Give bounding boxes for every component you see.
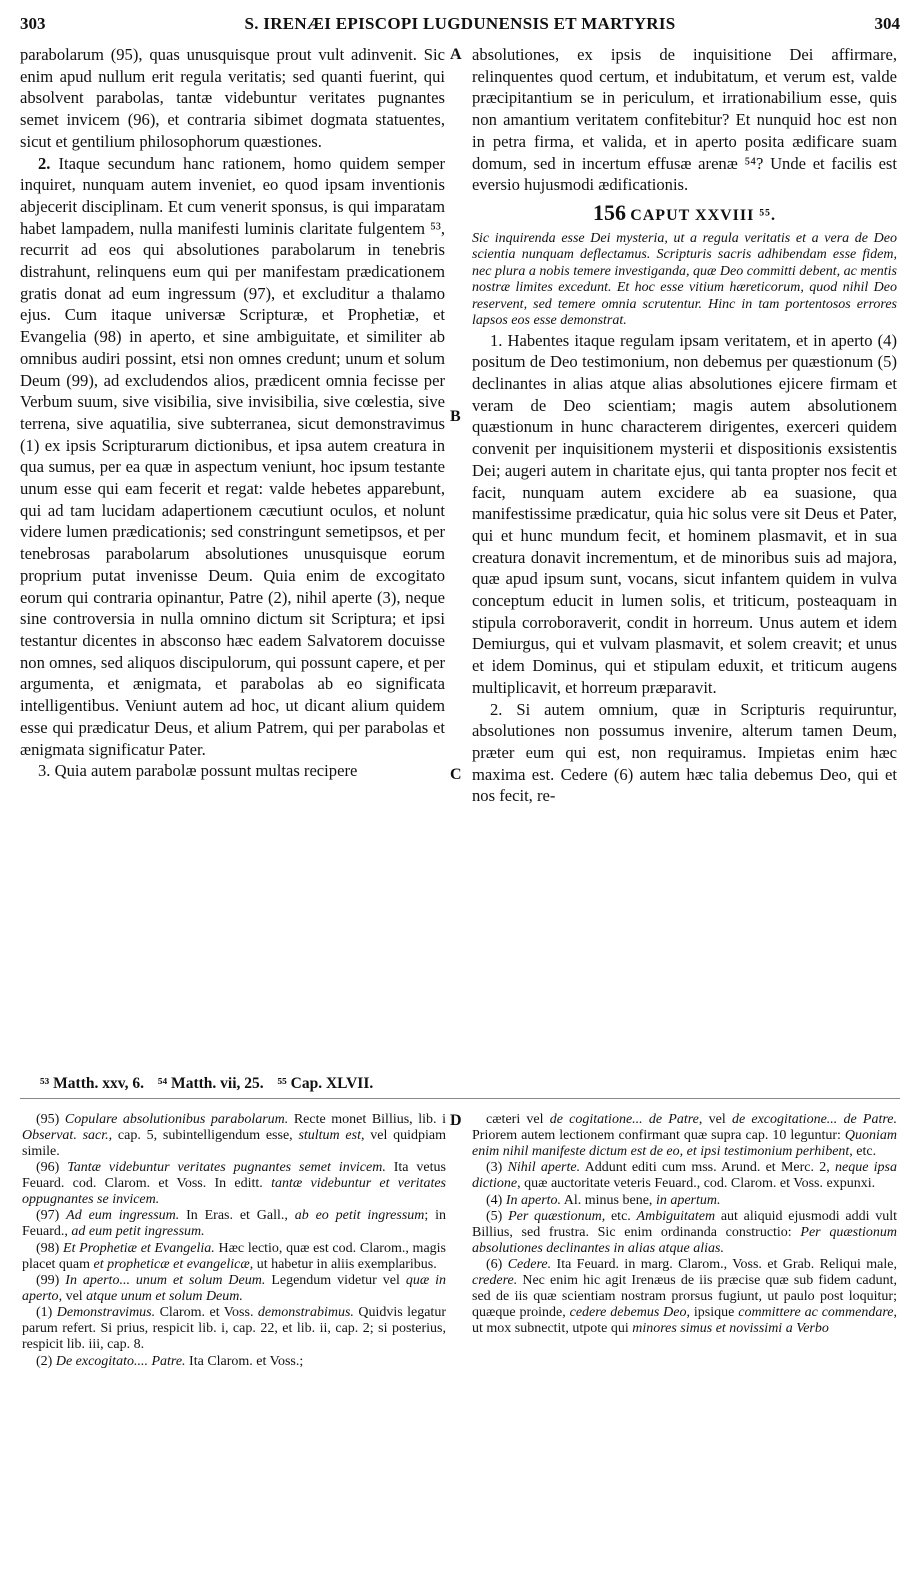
chapter-heading — [472, 199, 897, 227]
scripture-references — [40, 1075, 500, 1093]
running-header — [20, 14, 900, 36]
left-note-2: (97) Ad eum ingressum. In Eras. et Gall., ab eo petit ingressum; in Feuard., ad eum petit ingressum. — [22, 1208, 447, 1240]
left-paragraph-2 — [20, 153, 445, 761]
left-column — [20, 44, 445, 782]
paragraph-number: 2. — [38, 153, 51, 173]
right-note-0: cæteri vel de cogitatione... de Patre, vel de excogitatione... de Patre. Priorem autem lectionem confirmant quæ supra cap. 10 leguntur: Quoniam enim nihil manifeste dictum est de eo, et ipsi testimonium perhibent, etc. — [472, 1112, 898, 1159]
left-note-0: (95) Copulare absolutionibus parabolarum. Recte monet Billius, lib. i Observat. sacr., cap. 5, subintelligendum esse, stultum est, vel quidpiam simile. — [22, 1112, 446, 1159]
left-note-3: (98) Et Prophetiæ et Evangelia. Hæc lectio, quæ est cod. Clarom., magis placet quam et propheticæ et evangelicæ, ut habetur in aliis exemplaribus. — [22, 1240, 446, 1272]
left-note-5: (1) Demonstravimus. Clarom. et Voss. demonstrabimus. Quidvis legatur parum refert. Si prius, respicit lib. i, cap. 22, et lib. ii, cap. 2; si posterius, respicit lib. iii, cap. 8. — [22, 1305, 446, 1353]
right-column — [472, 44, 897, 807]
left-paragraph-1: parabolarum (95), quas unusquisque prout vult adinvenit. Sic enim apud nullum erit regula veritatis; sed quanti fuerint, qui absolvent parabolas, tantæ videbuntur veritates pugnantes semet invicem (96), et contraria sibimet dogmata statuentes, sicut et gentilium philosophorum quæstiones. — [20, 45, 445, 151]
reference-53: ⁵³ Matth. xxv, 6. — [40, 1075, 145, 1092]
right-paragraph-2: 1. Habentes itaque regulam ipsam veritatem, et in aperto (4) positum de Deo testimonium, non debemus per quæstionum (5) declinantes in alias atque alias absolutiones ejicere firmam et veram de Deo scientiam; magis autem absolutionem quæstionum in hunc characterem dirigentes, exerceri quidem convenit per inquisitionem mysterii et dispositionis exsistentis Dei; augeri autem in charitate ejus, qui tanta propter nos fecit et facit, nunquam autem excidere ab ea suasione, qua manifestissime prædicatur, quia hic solus vere sit Deus et Pater, qui et hunc mundum fecit, et hominem plasmavit, et in sua creatura donavit incrementum, et de minoribus suis ad majora, quæ apud ipsum sunt, vocans, sicut infantem quidem in vulva conceptum educit in lumen solis, et triticum, posteaquam in stipula corroboraverit, condit in horreum. Unus autem et idem Demiurgus, qui et vulvam plasmavit, et solem creavit; et unus et idem Dominus, qui et stipulam eduxit, et triticum augens multiplicavit, et horreum præparavit. — [472, 330, 897, 697]
footnotes-left — [22, 1112, 446, 1370]
chapter-page-number: 156 — [593, 199, 627, 225]
right-note-2: (4) In aperto. Al. minus bene, in apertum. — [486, 1192, 721, 1208]
page-number-left: 303 — [20, 14, 46, 33]
footnote-divider — [20, 1098, 900, 1099]
margin-letter-c: C — [450, 766, 462, 783]
margin-letter-a: A — [450, 46, 462, 63]
chapter-title: CAPUT XXVIII ⁵⁵. — [630, 206, 776, 224]
margin-letter-d: D — [450, 1112, 462, 1129]
left-note-4: (99) In aperto... unum et solum Deum. Legendum videtur vel quæ in aperto, vel atque unum et solum Deum. — [22, 1273, 446, 1304]
left-note-6: (2) De excogitato.... Patre. Ita Clarom. et Voss.; — [36, 1353, 304, 1369]
right-note-1: (3) Nihil aperte. Addunt editi cum mss. Arund. et Merc. 2, neque ipsa dictione, quæ auctoritate veteris Feuard., cod. Clarom. et Voss. expunxi. — [472, 1160, 897, 1192]
reference-54: ⁵⁴ Matth. vii, 25. — [157, 1075, 264, 1092]
right-paragraph-3: 2. Si autem omnium, quæ in Scripturis requiruntur, absolutiones non possumus invenire, alterum tamen Deum, præter eum qui est, non requiramus. Impietas enim hæc maxima est. Cedere (6) autem hæc talia debemus Deo, qui et nos fecit, re- — [472, 699, 897, 806]
left-note-1: (96) Tantæ videbuntur veritates pugnantes semet invicem. Ita vetus Feuard. cod. Clarom. et Voss. In editt. tantæ videbuntur et veritates oppugnantes se invicem. — [22, 1160, 446, 1208]
margin-letter-b: B — [450, 408, 461, 425]
right-note-4: (6) Cedere. Ita Feuard. in marg. Clarom., Voss. et Grab. Reliqui male, credere. Nec enim hic agit Irenæus de iis præcise quæ sub fidem cadunt, sed de iis quæ scientiam nostram prorsus fugiunt, ut paulo post loquitur; quæque proinde, cedere debemus Deo, ipsique committere ac commendare, ut mox subnectit, utpote qui minores simus et novissimi a Verbo — [472, 1257, 897, 1336]
left-paragraph-2-text: Itaque secundum hanc rationem, homo quidem semper inquiret, nunquam autem inveniet, eo quod ipsam inventionis abjecerit disciplinam. Et cum venerit sponsus, is qui imparatam habet lampadem, nulla manifesti luminis claritate fulgentem ⁵³, recurrit ad eos qui absolutiones parabolarum in tenebris distrahunt, relinquens eum qui per manifestam prædicationem gratis donat ad eum ingressum (97), et excluditur a thalamo ejus. Cum itaque universæ Scripturæ, et Prophetiæ, et Evangelia (98) in aperto, et sine ambiguitate, et similiter ab omnibus audiri possint, etsi non omnes credunt; unum et solum Deum (99), ad excludendos alios, prædicent omnia fecisse per Verbum suum, sive visibilia, sive invisibilia, sive cœlestia, sive terrena, sive aquatilia, sive subterranea, sicut demonstravimus (1) ex ipsis Scripturarum dictionibus, et ipsa autem creatura in qua sumus, per ea quæ in aspectum veniunt, hoc ipsum testante unum esse qui eam fecerit et regat: valde hebetes apparebunt, qui ad tam lucidam adapertionem cæcutiunt oculos, et nolunt videre lumen prædicationis; sed constringunt semetipsos, et per tenebrosas parabolarum absolutiones unusquisque eorum proprium putat invenisse Deum. Quia enim de excogitato eorum qui contraria opinantur, Patre (2), nihil aperte (3), neque sine controversia in nulla omnino dictum sit Scriptura; et ipsi testantur dicentes in absconso hæc eadem Salvatorem docuisse non omnes, sed aliquos discipulorum, qui possunt capere, et per argumenta, et ænigmata, et parabolas ab eo significata intelligentibus. Veniunt autem ad hoc, ut dicant alium quidem esse qui prædicatur Deus, et alium Patrem, qui per parabolas et ænigmata significatur Pater. — [20, 153, 445, 759]
chapter-summary: Sic inquirenda esse Dei mysteria, ut a regula veritatis et a vera de Deo scientia nunquam deflectamus. Scripturis sacris adhibendam esse fidem, nec plura a nobis temere investiganda, quæ Deo committi debent, ac mentis nostræ limites excedunt. Et hoc esse vitium hæreticorum, quod nihil Deo reservent, sed temere omnia scrutentur. Hinc in tam portentosos errores lapsos eos esse demonstrat. — [472, 230, 897, 329]
page-number-right: 304 — [874, 14, 900, 33]
footnotes-right — [472, 1112, 897, 1337]
reference-55: ⁵⁵ Cap. XLVII. — [277, 1075, 374, 1092]
running-title: S. IRENÆI EPISCOPI LUGDUNENSIS ET MARTYRIS — [244, 14, 676, 33]
right-paragraph-1: absolutiones, ex ipsis de inquisitione Dei affirmare, relinquentes quod certum, et indubitatum, et verum est, valde præcipitantium se in periculum, et irrationabilium esse, quis non amantium veritatem confitebitur? Et nunquid hoc est non in petra firma, et valida, et in aperto posita ædificare suam domum, sed in incertum effusæ arenæ ⁵⁴? Unde et facilis est eversio hujusmodi ædificationis. — [472, 45, 897, 195]
right-note-3: (5) Per quæstionum, etc. Ambiguitatem aut aliquid ejusmodi addi vult Billius, sed frustra. Sic enim ordinanda constructio: Per quæstionum absolutiones declinantes in alias atque alias. — [472, 1208, 898, 1256]
left-paragraph-3: 3. Quia autem parabolæ possunt multas recipere — [38, 761, 358, 781]
